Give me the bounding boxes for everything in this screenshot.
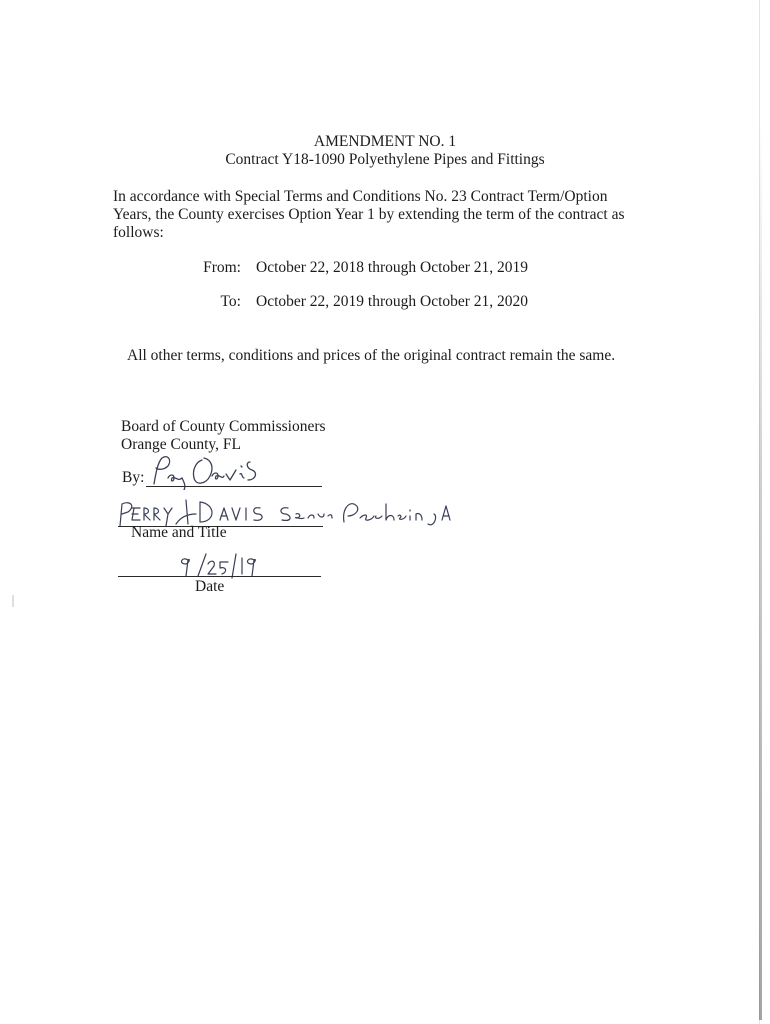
org-line-2: Orange County, FL xyxy=(121,436,241,453)
body-line-2: Years, the County exercises Option Year 1 by extending the term of the contract as xyxy=(113,206,625,223)
body-line-3: follows: xyxy=(113,224,164,241)
to-label: To: xyxy=(220,293,241,310)
body-line-1: In accordance with Special Terms and Conditions No. 23 Contract Term/Option xyxy=(113,188,608,205)
date-line xyxy=(118,576,321,577)
scan-mark xyxy=(12,595,14,607)
date-label: Date xyxy=(195,578,225,595)
handwritten-signature xyxy=(150,452,270,490)
contract-subtitle: Contract Y18-1090 Polyethylene Pipes and Fittings xyxy=(225,151,545,168)
closing-statement: All other terms, conditions and prices of the original contract remain the same. xyxy=(127,347,616,364)
name-title-label: Name and Title xyxy=(131,524,227,541)
from-dates: October 22, 2018 through October 21, 2019 xyxy=(256,259,529,276)
to-dates: October 22, 2019 through October 21, 2020 xyxy=(256,293,529,310)
from-label: From: xyxy=(203,259,241,276)
org-line-1: Board of County Commissioners xyxy=(121,418,326,435)
by-label: By: xyxy=(122,469,145,486)
scan-edge-shadow xyxy=(759,120,762,1020)
amendment-title: AMENDMENT NO. 1 xyxy=(313,133,457,150)
